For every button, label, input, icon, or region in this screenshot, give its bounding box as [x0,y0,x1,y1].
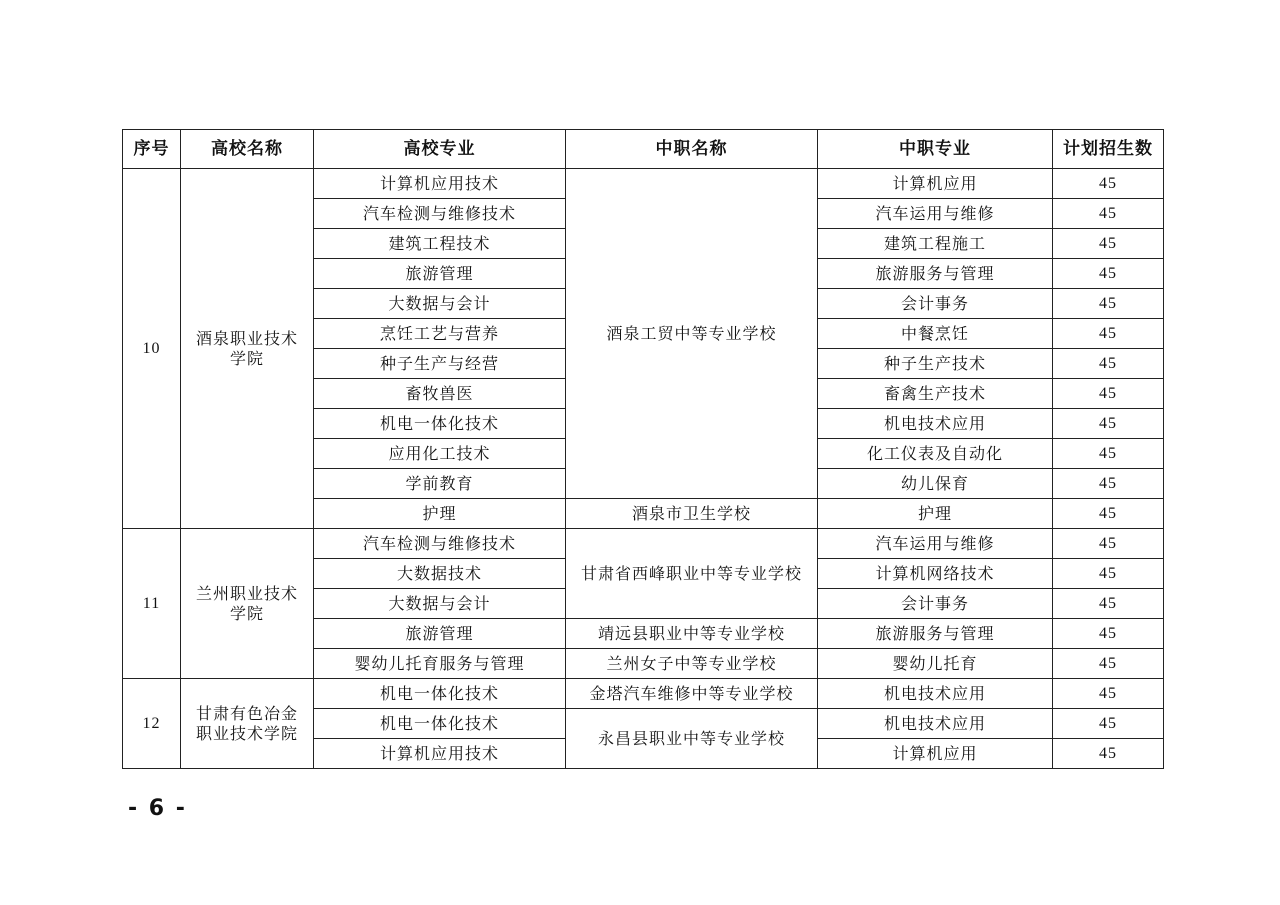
table-header-row [123,130,1164,169]
count-cell: 45 [1053,739,1164,769]
count-cell: 45 [1053,469,1164,499]
header-school-name: 中职名称 [566,130,818,169]
college-major-cell: 建筑工程技术 [314,229,566,259]
college-major-cell: 汽车检测与维修技术 [314,529,566,559]
college-major-cell: 机电一体化技术 [314,709,566,739]
school-major-cell: 种子生产技术 [818,349,1053,379]
school-name-cell: 甘肃省西峰职业中等专业学校 [566,529,818,619]
college-major-cell: 计算机应用技术 [314,739,566,769]
count-cell: 45 [1053,349,1164,379]
school-major-cell: 计算机网络技术 [818,559,1053,589]
header-college-name: 高校名称 [181,130,314,169]
page-number: - 6 - [128,796,187,821]
college-major-cell: 计算机应用技术 [314,169,566,199]
school-name-cell: 酒泉工贸中等专业学校 [566,169,818,499]
school-major-cell: 中餐烹饪 [818,319,1053,349]
college-major-cell: 种子生产与经营 [314,349,566,379]
enrollment-plan-table [122,129,1164,769]
seq-cell: 11 [123,529,181,679]
count-cell: 45 [1053,499,1164,529]
table-row [123,169,1164,199]
count-cell: 45 [1053,319,1164,349]
count-cell: 45 [1053,439,1164,469]
school-major-cell: 会计事务 [818,589,1053,619]
college-major-cell: 旅游管理 [314,259,566,289]
count-cell: 45 [1053,619,1164,649]
school-major-cell: 机电技术应用 [818,709,1053,739]
college-major-cell: 大数据与会计 [314,589,566,619]
school-name-cell: 兰州女子中等专业学校 [566,649,818,679]
count-cell: 45 [1053,709,1164,739]
count-cell: 45 [1053,289,1164,319]
college-major-cell: 学前教育 [314,469,566,499]
school-major-cell: 计算机应用 [818,169,1053,199]
college-name-cell: 酒泉职业技术学院 [181,169,314,529]
header-planned-count: 计划招生数 [1053,130,1164,169]
table-row [123,529,1164,559]
college-major-cell: 畜牧兽医 [314,379,566,409]
school-major-cell: 汽车运用与维修 [818,199,1053,229]
college-name-cell: 甘肃有色冶金职业技术学院 [181,679,314,769]
count-cell: 45 [1053,379,1164,409]
school-major-cell: 婴幼儿托育 [818,649,1053,679]
college-major-cell: 大数据技术 [314,559,566,589]
school-major-cell: 护理 [818,499,1053,529]
count-cell: 45 [1053,649,1164,679]
college-name-cell: 兰州职业技术学院 [181,529,314,679]
college-major-cell: 应用化工技术 [314,439,566,469]
school-major-cell: 旅游服务与管理 [818,619,1053,649]
school-major-cell: 机电技术应用 [818,409,1053,439]
count-cell: 45 [1053,589,1164,619]
header-school-major: 中职专业 [818,130,1053,169]
college-major-cell: 大数据与会计 [314,289,566,319]
count-cell: 45 [1053,229,1164,259]
header-college-major: 高校专业 [314,130,566,169]
school-name-cell: 永昌县职业中等专业学校 [566,709,818,769]
college-major-cell: 婴幼儿托育服务与管理 [314,649,566,679]
school-major-cell: 建筑工程施工 [818,229,1053,259]
school-major-cell: 汽车运用与维修 [818,529,1053,559]
seq-cell: 10 [123,169,181,529]
count-cell: 45 [1053,199,1164,229]
school-name-cell: 金塔汽车维修中等专业学校 [566,679,818,709]
school-major-cell: 旅游服务与管理 [818,259,1053,289]
college-major-cell: 机电一体化技术 [314,409,566,439]
school-major-cell: 会计事务 [818,289,1053,319]
seq-cell: 12 [123,679,181,769]
count-cell: 45 [1053,409,1164,439]
college-major-cell: 机电一体化技术 [314,679,566,709]
college-major-cell: 汽车检测与维修技术 [314,199,566,229]
school-name-cell: 酒泉市卫生学校 [566,499,818,529]
table-row [123,679,1164,709]
count-cell: 45 [1053,559,1164,589]
school-major-cell: 畜禽生产技术 [818,379,1053,409]
college-major-cell: 护理 [314,499,566,529]
school-name-cell: 靖远县职业中等专业学校 [566,619,818,649]
count-cell: 45 [1053,529,1164,559]
count-cell: 45 [1053,169,1164,199]
school-major-cell: 机电技术应用 [818,679,1053,709]
college-major-cell: 烹饪工艺与营养 [314,319,566,349]
school-major-cell: 化工仪表及自动化 [818,439,1053,469]
header-seq: 序号 [123,130,181,169]
school-major-cell: 计算机应用 [818,739,1053,769]
college-major-cell: 旅游管理 [314,619,566,649]
count-cell: 45 [1053,259,1164,289]
school-major-cell: 幼儿保育 [818,469,1053,499]
count-cell: 45 [1053,679,1164,709]
